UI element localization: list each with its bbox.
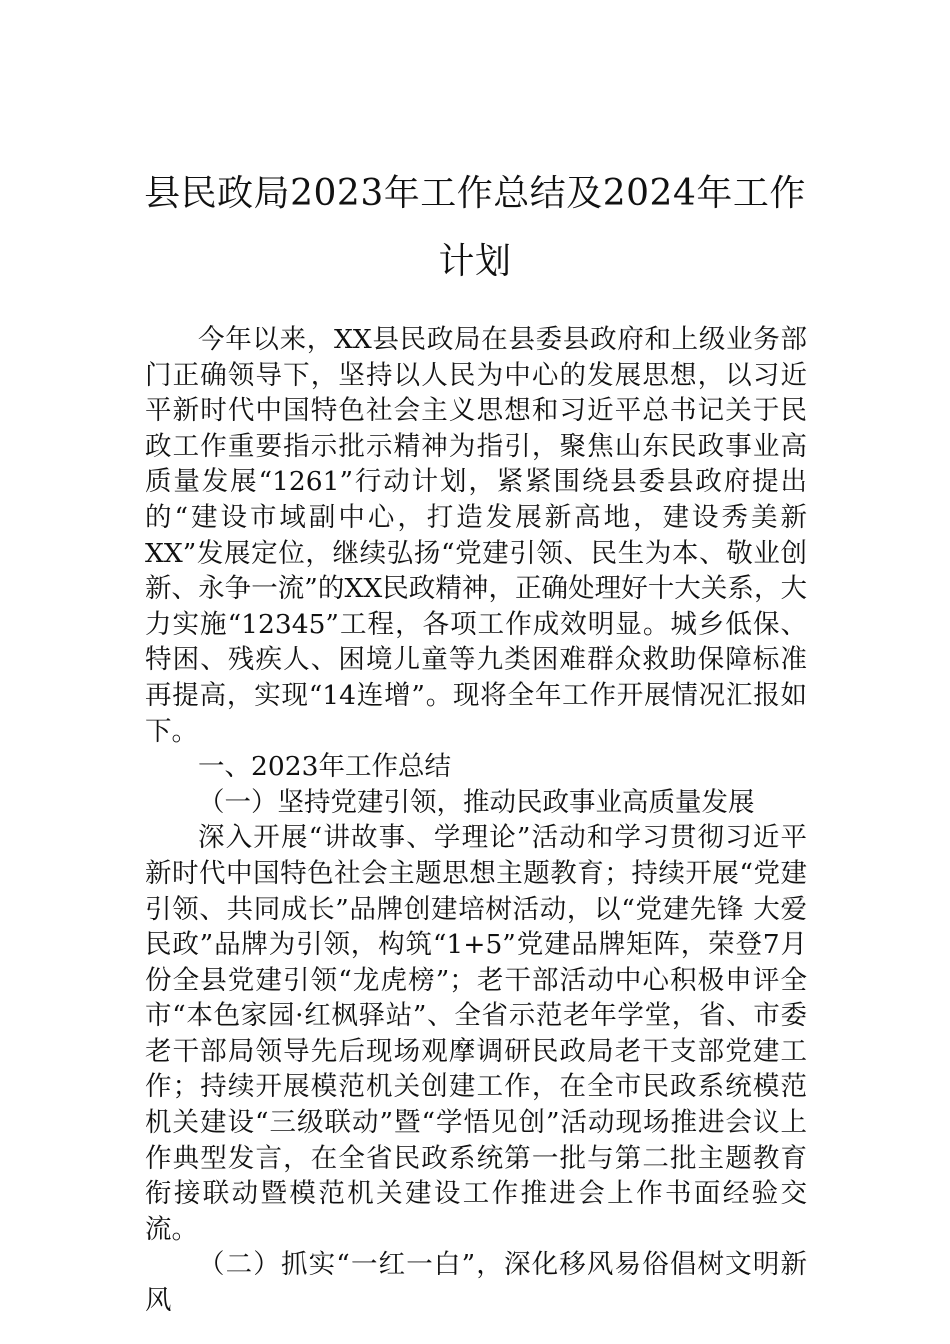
section-heading: 一、2023年工作总结 [198,751,451,783]
body-paragraph: 深入开展“讲故事、学理论”活动和学习贯彻习近平新时代中国特色社会主题思想主题教育；持续开展“党建引领、共同成长”品牌创建培树活动，以“党建先锋 大爱民政”品牌为引领，构筑“1+5”党建品牌矩阵，荣登7月份全县党建引领“龙虎榜”；老干部活动中心积极申评全市“本色家园·红枫驿站”、全省示范老年学堂，省、市委老干部局领导先后现场观摩调研民政局老干支部党建工作；持续开展模范机关创建工作，在全市民政系统模范机关建设“三级联动”暨“学悟见创”活动现场推进会议上作典型发言，在全省民政系统第一批与第二批主题教育衔接联动暨模范机关建设工作推进会上作书面经验交流。 [145,822,807,1245]
document-title: 县民政局2023年工作总结及2024年工作计划 [144,173,806,282]
subsection-heading: （二）抓实“一红一白”，深化移风易俗倡树文明新风 [145,1249,807,1317]
document-body [145,322,807,1319]
subsection-heading: （一）坚持党建引领，推动民政事业高质量发展 [198,786,755,818]
intro-paragraph: 今年以来，XX县民政局在县委县政府和上级业务部门正确领导下，坚持以人民为中心的发展思想，以习近平新时代中国特色社会主义思想和习近平总书记关于民政工作重要指示批示精神为指引，聚焦山东民政事业高质量发展“1261”行动计划，紧紧围绕县委县政府提出的“建设市域副中心，打造发展新高地，建设秀美新XX”发展定位，继续弘扬“党建引领、民生为本、敬业创新、永争一流”的XX民政精神，正确处理好十大关系，大力实施“12345”工程，各项工作成效明显。城乡低保、特困、残疾人、困境儿童等九类困难群众救助保障标准再提高，实现“14连增”。现将全年工作开展情况汇报如下。 [145,324,807,747]
